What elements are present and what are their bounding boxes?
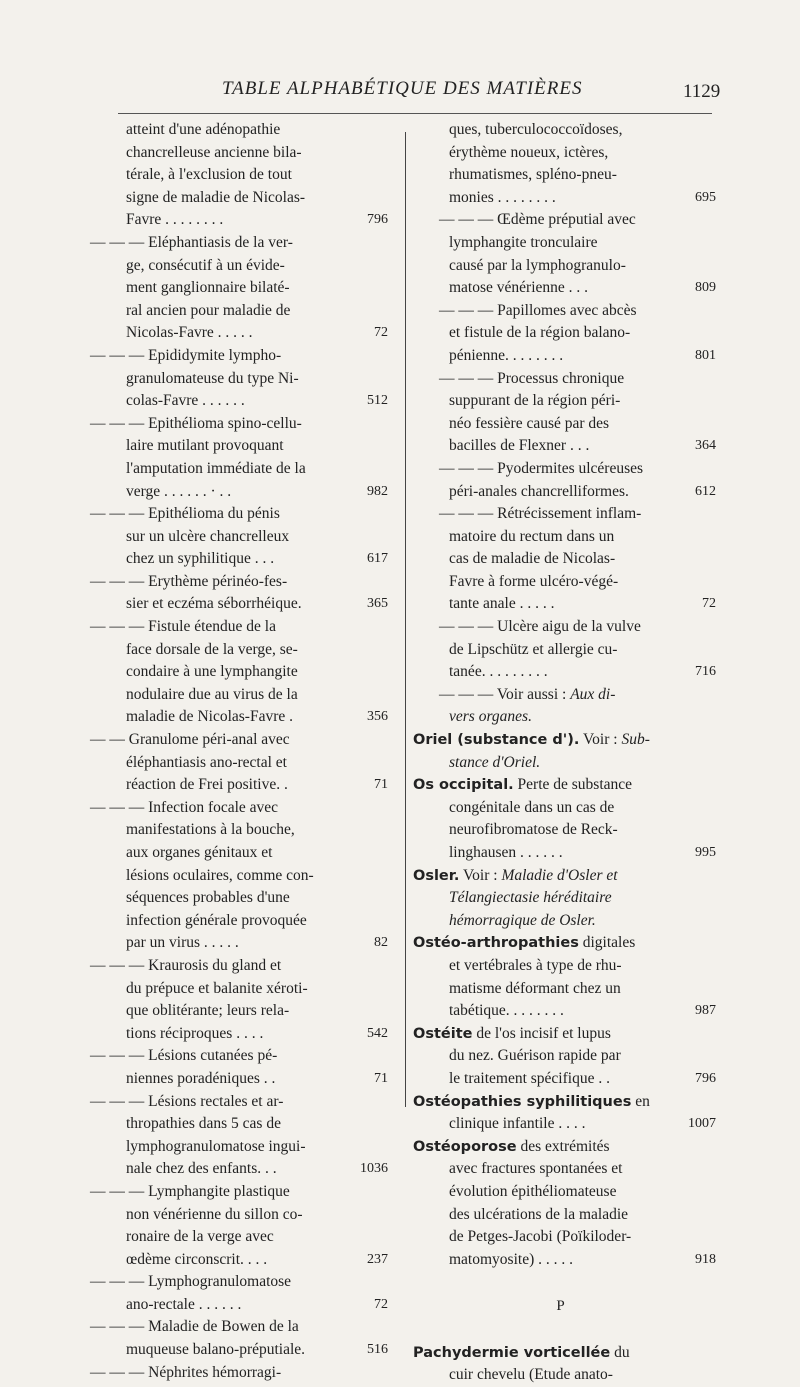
index-entry-text: — — — Lymphogranulomatose <box>90 1273 292 1291</box>
index-line <box>413 752 708 775</box>
index-line <box>90 706 388 729</box>
left-column <box>90 119 388 1384</box>
page-reference: 801 <box>695 347 716 363</box>
index-entry-text: matose vénérienne . . . <box>449 279 589 297</box>
index-entry-text: colas-Favre . . . . . . <box>126 392 245 410</box>
index-line <box>413 819 708 842</box>
index-line <box>413 774 708 797</box>
index-entry-text: — — — Erythème périnéo-fes- <box>90 572 288 590</box>
page-reference: 71 <box>374 777 388 793</box>
index-line <box>413 119 708 142</box>
index-line <box>413 684 708 707</box>
index-line <box>413 413 708 436</box>
index-entry-text: suppurant de la région péri- <box>449 392 621 410</box>
index-entry-text: térale, à l'exclusion de tout <box>126 166 292 184</box>
index-entry-text: — — — Fistule étendue de la <box>90 618 276 636</box>
page-reference: 237 <box>367 1251 388 1267</box>
page-reference: 364 <box>695 438 716 454</box>
index-line <box>90 1023 388 1046</box>
index-entry-text: que oblitérante; leurs rela- <box>126 1002 290 1020</box>
page-reference: 695 <box>695 189 716 205</box>
page-reference: 796 <box>695 1070 716 1086</box>
index-entry-text: non vénérienne du sillon co- <box>126 1205 303 1223</box>
index-entry-text: tanée. . . . . . . . . <box>449 663 548 681</box>
index-entry-text: stance d'Oriel. <box>449 753 541 771</box>
page-reference: 542 <box>367 1025 388 1041</box>
index-line <box>90 684 380 707</box>
index-line <box>413 639 708 662</box>
index-entry-text: ral ancien pour maladie de <box>126 301 291 319</box>
index-headword: Ostéite <box>413 1025 473 1042</box>
index-line <box>413 187 716 210</box>
index-line <box>90 255 380 278</box>
index-entry-text: Ostéite de l'os incisif et lupus <box>413 1024 611 1042</box>
index-line <box>90 1294 388 1317</box>
index-entry-text: Os occipital. Perte de substance <box>413 776 633 794</box>
index-line <box>413 232 708 255</box>
index-line <box>90 1181 380 1204</box>
index-line <box>413 1249 716 1272</box>
index-line <box>90 1362 380 1385</box>
index-entry-text: granulomateuse du type Ni- <box>126 369 299 387</box>
index-line <box>90 1158 388 1181</box>
index-headword: Osler. <box>413 867 460 884</box>
index-entry-text: Nicolas-Favre . . . . . <box>126 324 253 342</box>
index-entry-text: atteint d'une adénopathie <box>126 121 281 138</box>
index-line <box>413 322 708 345</box>
section-letter: P <box>556 1298 565 1315</box>
index-entry-text: — — — Lymphangite plastique <box>90 1182 290 1200</box>
index-entry-text: manifestations à la bouche, <box>126 821 295 839</box>
index-entry-text: Télangiectasie héréditaire <box>449 889 612 907</box>
index-line <box>90 661 380 684</box>
index-entry-text: et vertébrales à type de rhu- <box>449 956 622 974</box>
index-line <box>90 639 380 662</box>
index-entry-text: ronaire de la verge avec <box>126 1228 274 1246</box>
page-reference: 982 <box>367 483 388 499</box>
page-reference: 796 <box>367 212 388 228</box>
index-line <box>413 865 708 888</box>
index-entry-text: chez un syphilitique . . . <box>126 550 275 568</box>
index-entry-text: de Petges-Jacobi (Poïkiloder- <box>449 1228 632 1246</box>
index-line <box>413 1136 708 1159</box>
index-entry-text: néo fessière causé par des <box>449 414 610 432</box>
index-entry-text: — — — Pyodermites ulcéreuses <box>439 459 644 477</box>
index-line <box>413 1226 708 1249</box>
index-entry-text: éléphantiasis ano-rectal et <box>126 753 287 771</box>
index-line <box>413 1271 708 1295</box>
index-headword: Ostéoporose <box>413 1138 517 1155</box>
page-reference: 82 <box>374 935 388 951</box>
index-line <box>413 1181 708 1204</box>
index-entry-text: causé par la lymphogranulo- <box>449 256 626 274</box>
index-entry-text: l'amputation immédiate de la <box>126 459 306 477</box>
index-entry-text: des ulcérations de la maladie <box>449 1205 629 1223</box>
index-entry-text: — — Granulome péri-anal avec <box>90 731 290 749</box>
index-line <box>90 797 380 820</box>
index-entry-text: vers organes. <box>449 708 532 726</box>
index-line <box>413 978 708 1001</box>
index-entry-text: pénienne. . . . . . . . <box>449 346 564 364</box>
index-line <box>413 300 708 323</box>
index-line <box>90 368 380 391</box>
index-line <box>90 1045 380 1068</box>
index-entry-text: cas de maladie de Nicolas- <box>449 550 616 568</box>
index-entry-text: lymphangite tronculaire <box>449 233 598 251</box>
page-reference: 356 <box>367 709 388 725</box>
index-line <box>90 119 380 142</box>
index-entry-text: de Lipschütz et allergie cu- <box>449 640 618 658</box>
index-entry-text: cuir chevelu (Etude anato- <box>449 1366 613 1384</box>
index-line <box>90 752 380 775</box>
index-entry-text: — — — Lésions rectales et ar- <box>90 1092 284 1110</box>
header-rule <box>118 113 712 114</box>
running-header-title: TABLE ALPHABÉTIQUE DES MATIÈRES <box>222 78 583 99</box>
index-line <box>90 887 380 910</box>
index-line <box>90 571 380 594</box>
right-column <box>413 119 716 1387</box>
index-line <box>90 1339 388 1362</box>
index-entry-text: tabétique. . . . . . . . <box>449 1002 564 1020</box>
index-line <box>413 526 708 549</box>
index-line <box>413 661 716 684</box>
index-entry-text: — — — Epithélioma du pénis <box>90 505 280 523</box>
index-entry-text: ment ganglionnaire bilaté- <box>126 279 290 297</box>
index-line <box>413 209 708 232</box>
index-line <box>413 345 716 368</box>
index-entry-text: sur un ulcère chancrelleux <box>126 527 290 545</box>
index-entry-text: — — — Epididymite lympho- <box>90 346 282 364</box>
page-reference: 612 <box>695 483 716 499</box>
index-line <box>90 277 380 300</box>
index-entry-text: linghausen . . . . . . <box>449 844 563 861</box>
page-reference: 987 <box>695 1003 716 1019</box>
index-entry-text: Oriel (substance d'). Voir : Sub- <box>413 731 650 749</box>
index-headword: Ostéo-arthropathies <box>413 935 579 952</box>
index-entry-text: neurofibromatose de Reck- <box>449 821 618 839</box>
index-entry-text: Pachydermie vorticellée du <box>413 1343 630 1361</box>
index-line <box>413 1000 716 1023</box>
page-reference: 716 <box>695 664 716 680</box>
index-entry-text: ano-rectale . . . . . . <box>126 1295 242 1313</box>
index-entry-text: évolution épithéliomateuse <box>449 1182 617 1200</box>
index-line <box>413 1318 708 1342</box>
index-entry-text: — — — Œdème préputial avec <box>439 211 636 229</box>
index-entry-text: chancrelleuse ancienne bila- <box>126 143 302 161</box>
index-entry-text: — — — Rétrécissement inflam- <box>439 505 642 523</box>
index-line <box>90 187 380 210</box>
index-entry-text: par un virus . . . . . <box>126 934 239 952</box>
page-reference: 72 <box>702 596 716 612</box>
index-line <box>90 616 380 639</box>
index-line <box>413 729 708 752</box>
page-reference: 617 <box>367 551 388 567</box>
index-line <box>413 955 708 978</box>
index-line <box>413 164 708 187</box>
index-line <box>90 819 380 842</box>
index-line <box>413 1204 708 1227</box>
index-entry-text: — — — Ulcère aigu de la vulve <box>439 618 641 636</box>
index-line <box>413 368 708 391</box>
page-reference: 918 <box>695 1251 716 1267</box>
index-entry-text: condaire à une lymphangite <box>126 663 298 681</box>
index-line <box>90 322 388 345</box>
index-line <box>90 345 380 368</box>
page-reference: 1007 <box>688 1116 716 1132</box>
index-entry-text: tante anale . . . . . <box>449 595 555 613</box>
page-reference: 365 <box>367 596 388 612</box>
index-entry-text: le traitement spécifique . . <box>449 1069 610 1087</box>
index-line <box>90 209 388 232</box>
page-reference: 1036 <box>360 1161 388 1177</box>
index-entry-text: œdème circonscrit. . . . <box>126 1250 268 1268</box>
index-line <box>413 842 716 865</box>
index-entry-text: — — — Kraurosis du gland et <box>90 956 282 974</box>
index-entry-text: monies . . . . . . . . <box>449 188 556 206</box>
index-entry-text: — — — Maladie de Bowen de la <box>90 1318 299 1336</box>
index-line <box>90 1000 380 1023</box>
index-line <box>90 774 388 797</box>
index-entry-text: Osler. Voir : Maladie d'Osler et <box>413 866 618 884</box>
index-line <box>90 932 388 955</box>
index-entry-text: Ostéoporose des extrémités <box>413 1137 610 1155</box>
index-entry-text: — — — Voir aussi : Aux di- <box>439 685 616 703</box>
index-line <box>413 797 708 820</box>
index-line <box>413 887 708 910</box>
index-line <box>90 1113 380 1136</box>
index-entry-text: séquences probables d'une <box>126 889 290 907</box>
column-divider <box>405 132 406 1107</box>
index-line <box>90 593 388 616</box>
index-line <box>90 503 380 526</box>
index-entry-text: rhumatismes, spléno-pneu- <box>449 166 617 184</box>
index-entry-text: — — — Papillomes avec abcès <box>439 301 637 319</box>
index-line <box>413 503 708 526</box>
index-line <box>413 571 708 594</box>
index-line <box>413 390 708 413</box>
index-entry-text: ques, tuberculococcoïdoses, <box>449 121 623 138</box>
index-entry-text: signe de maladie de Nicolas- <box>126 188 306 206</box>
index-line <box>413 458 708 481</box>
index-entry-text: Favre à forme ulcéro-végé- <box>449 572 619 590</box>
index-line <box>90 1226 380 1249</box>
index-entry-text: — — — Processus chronique <box>439 369 625 387</box>
page-reference: 995 <box>695 845 716 860</box>
page-reference: 516 <box>367 1342 388 1358</box>
page-reference: 72 <box>374 1296 388 1312</box>
index-entry-text: maladie de Nicolas-Favre . <box>126 708 293 726</box>
index-entry-text: avec fractures spontanées et <box>449 1160 623 1178</box>
index-entry-text: verge . . . . . . · . . <box>126 482 232 500</box>
index-line <box>413 932 708 955</box>
index-entry-text: niennes poradéniques . . <box>126 1069 276 1087</box>
index-entry-text: infection générale provoquée <box>126 911 307 929</box>
index-headword: Pachydermie vorticellée <box>413 1344 611 1361</box>
index-entry-text: laire mutilant provoquant <box>126 437 284 455</box>
index-line <box>90 481 388 504</box>
index-entry-text: matomyosite) . . . . . <box>449 1250 573 1268</box>
index-entry-text: — — — Lésions cutanées pé- <box>90 1047 278 1065</box>
index-line <box>90 300 380 323</box>
index-line <box>90 548 388 571</box>
index-line <box>413 255 708 278</box>
index-line <box>90 142 380 165</box>
index-entry-text: — — — Infection focale avec <box>90 798 279 816</box>
index-entry-text: congénitale dans un cas de <box>449 798 615 816</box>
index-entry-text: — — — Néphrites hémorragi- <box>90 1363 282 1381</box>
index-line <box>413 435 716 458</box>
index-entry-text: matisme déformant chez un <box>449 979 621 997</box>
index-entry-text: thropathies dans 5 cas de <box>126 1115 281 1133</box>
index-entry-text: muqueuse balano-préputiale. <box>126 1341 306 1359</box>
index-entry-text: lésions oculaires, comme con- <box>126 866 314 884</box>
index-line <box>90 865 380 888</box>
index-line <box>90 955 380 978</box>
index-headword: Ostéopathies syphilitiques <box>413 1093 632 1110</box>
page-reference: 809 <box>695 280 716 296</box>
index-headword: Oriel (substance d'). <box>413 732 580 749</box>
index-line <box>413 1091 708 1114</box>
index-entry-text: du nez. Guérison rapide par <box>449 1047 621 1065</box>
index-entry-text: réaction de Frei positive. . <box>126 776 288 794</box>
index-line <box>90 1316 380 1339</box>
index-line <box>90 390 388 413</box>
index-line <box>413 616 708 639</box>
index-line <box>90 1136 380 1159</box>
index-line <box>413 1023 708 1046</box>
index-line <box>90 1068 388 1091</box>
index-line <box>413 277 716 300</box>
index-headword: Os occipital. <box>413 777 514 794</box>
index-entry-text: ge, consécutif à un évide- <box>126 256 285 274</box>
index-entry-text: face dorsale de la verge, se- <box>126 640 298 658</box>
index-entry-text: sier et eczéma séborrhéique. <box>126 595 302 613</box>
index-entry-text: lymphogranulomatose ingui- <box>126 1137 306 1155</box>
index-line <box>90 978 380 1001</box>
page-number: 1129 <box>683 81 721 102</box>
page-reference: 71 <box>374 1070 388 1086</box>
index-entry-text: Favre . . . . . . . . <box>126 211 224 229</box>
index-entry-text: Ostéo-arthropathies digitales <box>413 934 636 952</box>
index-entry-text: aux organes génitaux et <box>126 844 273 861</box>
index-line <box>90 729 380 752</box>
index-entry-text: tions réciproques . . . . <box>126 1024 264 1042</box>
index-line <box>90 458 380 481</box>
index-line <box>413 706 708 729</box>
index-entry-text: nale chez des enfants. . . <box>126 1160 277 1178</box>
index-line <box>413 1068 716 1091</box>
index-line <box>413 1045 708 1068</box>
index-entry-text: Ostéopathies syphilitiques en <box>413 1092 650 1110</box>
index-line <box>90 232 380 255</box>
index-line <box>413 1364 708 1387</box>
index-line <box>413 142 708 165</box>
index-entry-text: du prépuce et balanite xéroti- <box>126 979 308 997</box>
index-entry-text: bacilles de Flexner . . . <box>449 437 590 455</box>
index-line <box>413 481 716 504</box>
index-line <box>90 910 380 933</box>
index-line <box>90 1271 380 1294</box>
index-line <box>413 1295 708 1318</box>
index-line <box>413 593 716 616</box>
index-line <box>90 435 380 458</box>
index-entry-text: nodulaire due au virus de la <box>126 685 298 703</box>
index-line <box>90 1204 380 1227</box>
index-entry-text: hémorragique de Osler. <box>449 911 596 929</box>
index-entry-text: — — — Eléphantiasis de la ver- <box>90 233 293 251</box>
index-entry-text: — — — Epithélioma spino-cellu- <box>90 414 302 432</box>
index-line <box>90 1249 388 1272</box>
index-entry-text: péri-anales chancrelliformes. <box>449 482 629 500</box>
index-line <box>90 164 380 187</box>
index-line <box>90 526 380 549</box>
page-reference: 512 <box>367 393 388 409</box>
index-line <box>413 910 708 933</box>
page-reference: 72 <box>374 325 388 341</box>
index-line <box>413 548 708 571</box>
index-line <box>90 413 380 436</box>
index-line <box>413 1342 708 1365</box>
index-entry-text: clinique infantile . . . . <box>449 1115 586 1133</box>
index-entry-text: érythème noueux, ictères, <box>449 143 609 161</box>
index-line <box>90 1091 380 1114</box>
index-line <box>90 842 380 865</box>
index-entry-text: et fistule de la région balano- <box>449 324 631 342</box>
index-line <box>413 1113 716 1136</box>
index-entry-text: matoire du rectum dans un <box>449 527 615 545</box>
index-line <box>413 1158 708 1181</box>
